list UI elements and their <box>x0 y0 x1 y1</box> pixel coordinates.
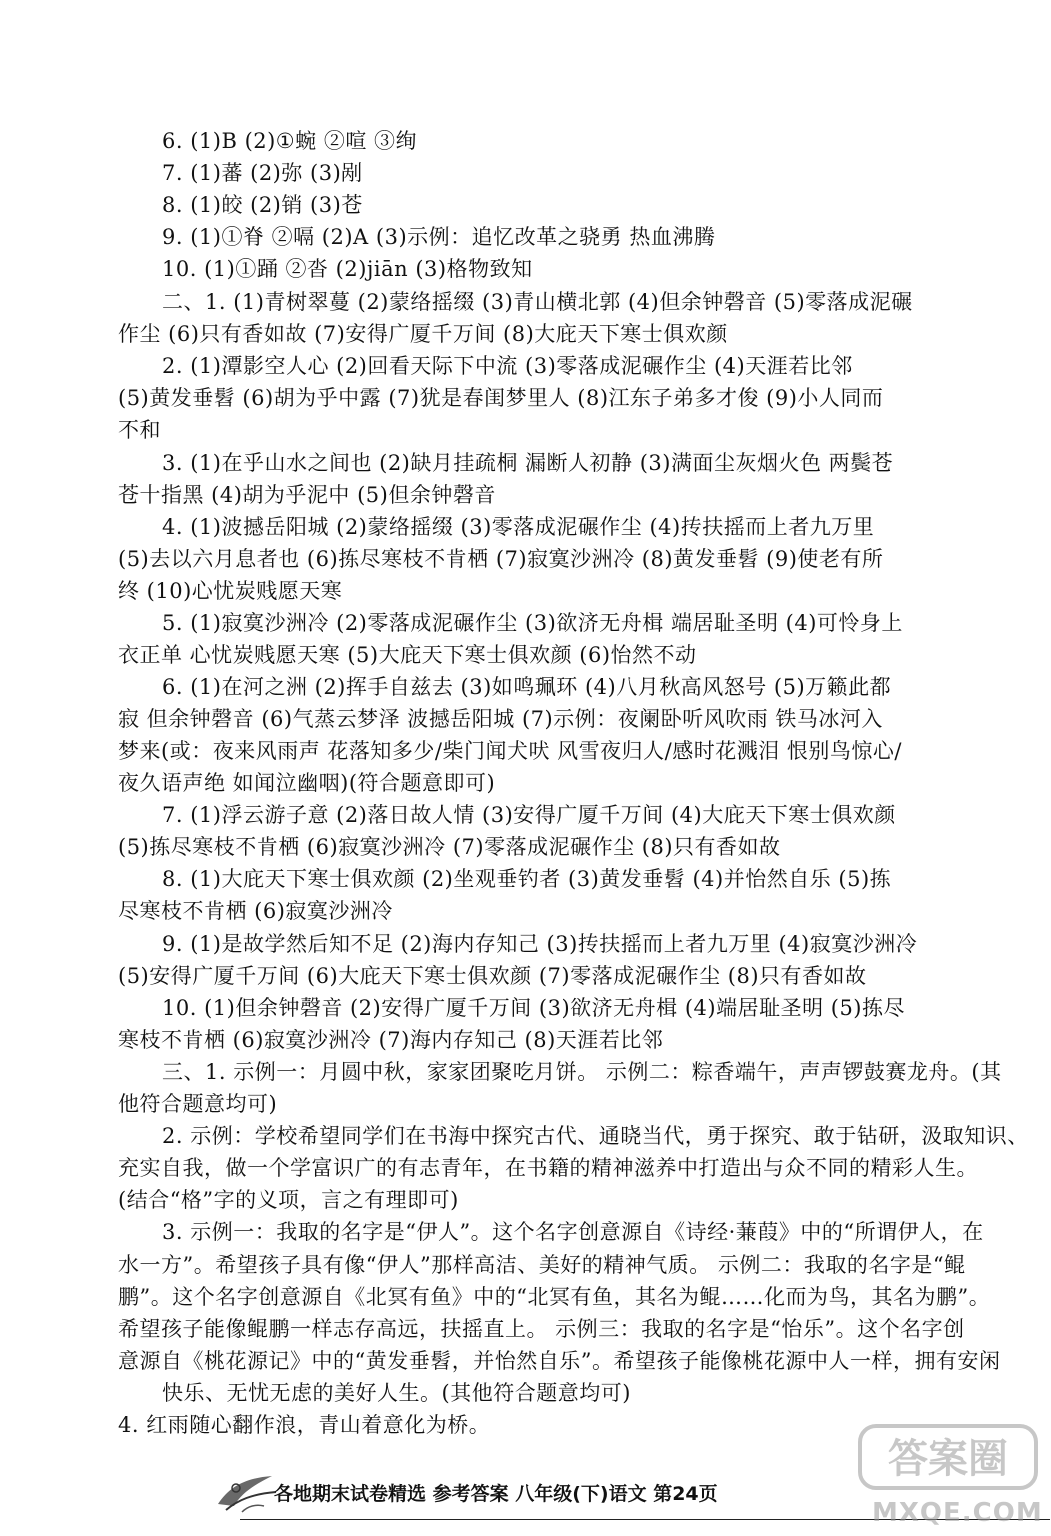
answer-line: 不和 <box>118 418 161 442</box>
answer-line: 苍十指黑 (4)胡为乎泥中 (5)但余钟磬音 <box>118 483 496 507</box>
answer-line: (5)去以六月息者也 (6)拣尽寒枝不肯栖 (7)寂寞沙洲冷 (8)黄发垂髫 (9)使老有所 <box>118 547 884 571</box>
watermark-logo <box>852 1416 1044 1532</box>
answer-line: 希望孩子能像鲲鹏一样志存高远，扶摇直上。 示例三：我取的名字是“怡乐”。这个名字创 <box>118 1317 965 1341</box>
answer-line: 3. (1)在乎山水之间也 (2)缺月挂疏桐 漏断人初静 (3)满面尘灰烟火色 两鬓苍 <box>162 451 894 475</box>
answer-line: 8. (1)皎 (2)销 (3)苍 <box>162 193 363 217</box>
answer-line: 衣正单 心忧炭贱愿天寒 (5)大庇天下寒士俱欢颜 (6)怡然不动 <box>118 643 697 667</box>
answer-line: 2. 示例：学校希望同学们在书海中探究古代、通晓当代，勇于探究、敢于钻研，汲取知识、 <box>162 1124 1029 1148</box>
answer-line: 快乐、无忧无虑的美好人生。(其他符合题意均可) <box>162 1381 631 1405</box>
answer-line: 4. (1)波撼岳阳城 (2)蒙络摇缀 (3)零落成泥碾作尘 (4)抟扶摇而上者九万里 <box>162 515 875 539</box>
answer-line: 10. (1)①踊 ②沓 (2)jiān (3)格物致知 <box>162 257 533 281</box>
footer-caption: 各地期末试卷精选 参考答案 八年级(下)语文 第24页 <box>274 1483 718 1505</box>
answer-line: 5. (1)寂寞沙洲冷 (2)零落成泥碾作尘 (3)欲济无舟楫 端居耻圣明 (4)可怜身上 <box>162 611 903 635</box>
answer-line: 8. (1)大庇天下寒士俱欢颜 (2)坐观垂钓者 (3)黄发垂髫 (4)并怡然自乐 (5)拣 <box>162 867 892 891</box>
answer-line: 7. (1)浮云游子意 (2)落日故人情 (3)安得广厦千万间 (4)大庇天下寒士俱欢颜 <box>162 803 896 827</box>
answer-line: 鹏”。这个名字创意源自《北冥有鱼》中的“北冥有鱼，其名为鲲……化而为鸟，其名为鹏”。 <box>118 1285 991 1309</box>
answer-line: 三、1. 示例一：月圆中秋，家家团聚吃月饼。 示例二：粽香端午，声声锣鼓赛龙舟。(其 <box>162 1060 1002 1084</box>
answer-line: 9. (1)①脊 ②嗝 (2)A (3)示例：追忆改革之骁勇 热血沸腾 <box>162 225 716 249</box>
answer-line: 10. (1)但余钟磬音 (2)安得广厦千万间 (3)欲济无舟楫 (4)端居耻圣明 (5)拣尽 <box>162 996 906 1020</box>
answer-line: 二、1. (1)青树翠蔓 (2)蒙络摇缀 (3)青山横北郭 (4)但余钟磬音 (5)零落成泥碾 <box>162 290 913 314</box>
watermark-url: MXQE.COM <box>872 1498 1043 1528</box>
answer-line: (5)拣尽寒枝不肯栖 (6)寂寞沙洲冷 (7)零落成泥碾作尘 (8)只有香如故 <box>118 835 781 859</box>
answer-line: 尽寒枝不肯栖 (6)寂寞沙洲冷 <box>118 899 393 923</box>
answer-line: 他符合题意均可) <box>118 1092 278 1116</box>
watermark-badge-icon <box>852 1416 1044 1496</box>
answer-line: 寂 但余钟磬音 (6)气蒸云梦泽 波撼岳阳城 (7)示例：夜阑卧听风吹雨 铁马冰河入 <box>118 707 883 731</box>
answer-line: 寒枝不肯栖 (6)寂寞沙洲冷 (7)海内存知己 (8)天涯若比邻 <box>118 1028 664 1052</box>
answer-line: 充实自我，做一个学富识广的有志青年，在书籍的精神滋养中打造出与众不同的精彩人生。 <box>118 1156 978 1180</box>
answer-line: 梦来(或：夜来风雨声 花落知多少/柴门闻犬吠 风雪夜归人/感时花溅泪 恨别鸟惊心/ <box>118 739 902 763</box>
answer-line: 意源自《桃花源记》中的“黄发垂髫，并怡然自乐”。希望孩子能像桃花源中人一样，拥有安闲 <box>118 1349 1001 1373</box>
answer-line: 6. (1)在河之洲 (2)挥手自兹去 (3)如鸣珮环 (4)八月秋高风怒号 (5)万籁此都 <box>162 675 892 699</box>
answer-line: 夜久语声绝 如闻泣幽咽)(符合题意即可) <box>118 771 496 795</box>
answer-line: 9. (1)是故学然后知不足 (2)海内存知己 (3)抟扶摇而上者九万里 (4)寂寞沙洲冷 <box>162 932 918 956</box>
answer-line: 终 (10)心忧炭贱愿天寒 <box>118 579 343 603</box>
answer-line: 4. 红雨随心翻作浪，青山着意化为桥。 <box>118 1413 491 1437</box>
answer-line: 水一方”。希望孩子具有像“伊人”那样高洁、美好的精神气质。 示例二：我取的名字是“鲲 <box>118 1253 966 1277</box>
answer-line: 3. 示例一：我取的名字是“伊人”。这个名字创意源自《诗经·蒹葭》中的“所谓伊人，在 <box>162 1220 984 1244</box>
answer-line: (结合“格”字的义项，言之有理即可) <box>118 1188 459 1212</box>
watermark-logo-text: 答案圈 <box>888 1436 1008 1482</box>
answer-line: (5)安得广厦千万间 (6)大庇天下寒士俱欢颜 (7)零落成泥碾作尘 (8)只有香如故 <box>118 964 867 988</box>
answer-line: 2. (1)潭影空人心 (2)回看天际下中流 (3)零落成泥碾作尘 (4)天涯若比邻 <box>162 354 853 378</box>
answer-line: 7. (1)蕃 (2)弥 (3)剐 <box>162 161 363 185</box>
answer-line: 6. (1)B (2)①蜿 ②喧 ③绚 <box>162 129 417 153</box>
answer-line: 作尘 (6)只有香如故 (7)安得广厦千万间 (8)大庇天下寒士俱欢颜 <box>118 322 728 346</box>
answer-line: (5)黄发垂髫 (6)胡为乎中露 (7)犹是春闺梦里人 (8)江东子弟多才俊 (9)小人同而 <box>118 386 884 410</box>
page-footer <box>200 1470 900 1530</box>
